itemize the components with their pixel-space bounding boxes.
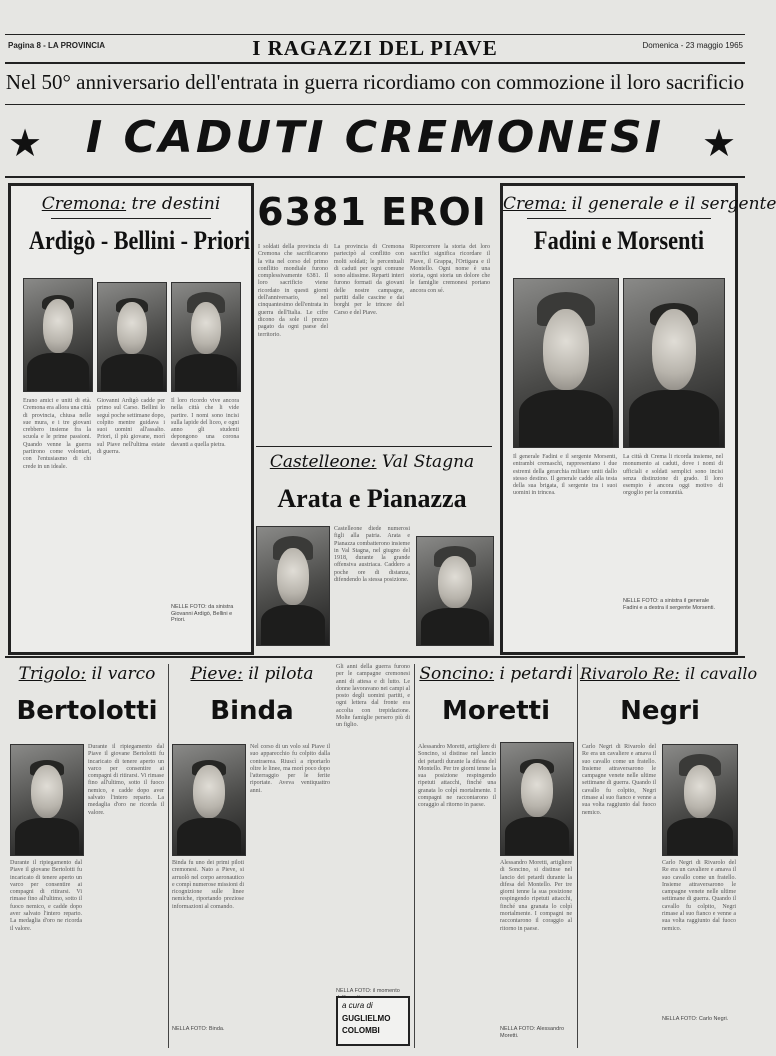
cremona-text-col3: Il loro ricordo vive ancora nella città che li vide partire. I nomi sono incisi sulla lapide del liceo, e ogni anno gli studenti depongono una corona davanti a quella pietra. <box>171 398 239 448</box>
photo-bertolotti <box>10 744 84 856</box>
main-headline: I CADUTI CREMONESI <box>85 112 665 163</box>
photo-morsenti <box>623 278 725 448</box>
photo-negri <box>662 744 738 856</box>
trigolo-kicker: Trigolo: il varco <box>18 664 156 684</box>
photo-moretti <box>500 742 574 856</box>
header-bottom-rule <box>5 62 745 64</box>
photo-arata <box>256 526 330 646</box>
castelleone-title: Arata e Pianazza <box>277 484 467 513</box>
column-separator <box>414 664 415 1048</box>
soncino-caption: NELLA FOTO: Alessandro Moretti. <box>500 1026 565 1039</box>
crema-kicker: Crema: il generale e il sergente <box>503 194 776 214</box>
credit-author-last: COLOMBI <box>342 1026 380 1035</box>
crema-text-col1: Il generale Fadini e il sergente Morsenti, entrambi cremaschi, rappresentano i due estremi della gerarchia militare uniti dallo stesso destino. Il generale cadde alla testa della sua brigata, il sergente tra i suoi uomini in trincea. <box>513 454 617 497</box>
crema-caption: NELLE FOTO: a sinistra il generale Fadini e a destra il sergente Morsenti. <box>623 598 716 611</box>
cremona-caption: NELLE FOTO: da sinistra Giovanni Ardigò, Bellini e Priori. <box>171 604 234 623</box>
kicker-rule <box>527 218 711 219</box>
rivarolo-kicker: Rivarolo Re: il cavallo <box>580 664 758 683</box>
header-top-rule <box>5 34 745 35</box>
cremona-article <box>8 183 254 655</box>
soncino-title: Moretti <box>442 696 550 726</box>
pieve-text-col1: Binda fu uno dei primi piloti cremonesi. Nato a Pieve, si arruolò nel corpo aeronautico e compì numerose missioni di ricognizione sulle linee nemiche, riportando preziose informazioni al comando. <box>172 860 244 910</box>
cremona-kicker: Cremona: tre destini <box>41 194 221 214</box>
castelleone-kicker: Castelleone: Val Stagna <box>269 452 475 472</box>
photo-ardigo <box>23 278 93 392</box>
trigolo-title: Bertolotti <box>16 696 158 726</box>
photo-binda <box>172 744 246 856</box>
eroi-text-col3: Ripercorrere la storia dei loro sacrifici significa ricordare il Piave, il Grappa, l'Ortigara e il Montello. Ogni nome è una storia, ogni storia un dolore che le famiglie cremonesi portano ancora con sé. <box>410 244 490 294</box>
eroi-rule <box>256 446 492 447</box>
crema-title: Fadini e Morsenti <box>533 226 705 255</box>
right-star-icon: ★ <box>702 121 737 165</box>
header-date: Domenica - 23 maggio 1965 <box>642 41 743 50</box>
middle-strip-caption: NELLA FOTO: il momento <box>336 988 400 994</box>
soncino-text-col2: Alessandro Moretti, artigliere di Soncino, si distinse nel lancio dei petardi durante la difesa del Montello. Per tre giorni tenne la sua posizione respingendo ripetuti attacchi, finché una granata lo colpì mortalmente. I compagni ne raccontarono il coraggio al ritorno in paese. <box>500 860 572 932</box>
crema-text-col2: La città di Crema li ricorda insieme, nel monumento ai caduti, dove i nomi di ufficiali e soldati semplici sono incisi senza distinzione di grado. Il loro esempio è ancora oggi motivo di orgoglio per la comunità. <box>623 454 723 497</box>
credit-author-first: GUGLIELMO <box>342 1014 391 1023</box>
trigolo-text-col1: Durante il ripiegamento dal Piave il giovane Bertolotti fu incaricato di tenere aperto un varco per consentire ai compagni di ritirarsi. Vi rimase fino all'ultimo, sotto il fuoco nemico, e cadde dopo aver salvato l'intero reparto. La medaglia d'oro ne ricorda il valore. <box>10 860 82 932</box>
rivarolo-title: Negri <box>620 696 700 726</box>
column-separator <box>577 664 578 1048</box>
pieve-text-col2: Nel corso di un volo sul Piave il suo apparecchio fu colpito dalla contraerea. Riuscì a riportarlo oltre le linee, ma morì poco dopo l'atterraggio per le ferite riportate. Aveva ventiquattro anni. <box>250 744 330 794</box>
crema-article <box>500 183 776 655</box>
subheadline: Nel 50° anniversario dell'entrata in guerra ricordiamo con commozione il loro sacrificio <box>5 70 745 94</box>
bottom-section-rule <box>5 656 745 658</box>
trigolo-text-col2: Durante il ripiegamento dal Piave il giovane Bertolotti fu incaricato di tenere aperto un varco per consentire ai compagni di ritirarsi. Vi rimase fino all'ultimo, sotto il fuoco nemico, e cadde dopo aver salvato l'intero reparto. La medaglia d'oro ne ricorda il valore. <box>88 744 164 816</box>
cremona-title: Ardigò - Bellini - Priori <box>29 226 250 255</box>
soncino-kicker: Soncino: i petardi <box>419 664 573 684</box>
castelleone-text-col1: Castelleone diede numerosi figli alla patria. Arata e Pianazza combatterono insieme in Val Stagna, nel giugno del 1918, durante la grande offensiva austriaca. Caddero a poche ore di distanza, difendendo la stessa posizione. <box>334 526 410 584</box>
photo-pianazza <box>416 536 494 646</box>
section-title: I RAGAZZI DEL PIAVE <box>252 36 498 60</box>
soncino-text-col1: Alessandro Moretti, artigliere di Soncino, si distinse nel lancio dei petardi durante la difesa del Montello. Per tre giorni tenne la sua posizione respingendo ripetuti attacchi, finché una granata lo colpì mortalmente. I compagni ne raccontarono il coraggio al ritorno in paese. <box>418 744 496 809</box>
headline-rule <box>5 176 745 178</box>
column-separator <box>168 664 169 1048</box>
rivarolo-text-col1: Carlo Negri di Rivarolo del Re era un cavaliere e amava il suo cavallo come un fratello. Insieme attraversarono le campagne venete nelle ultime settimane di guerra. Quando il cavallo fu colpito, Negri rimase al suo fianco e venne a sua volta raggiunto dal fuoco nemico. <box>582 744 656 816</box>
middle-strip-text: Gli anni della guerra furono per le campagne cremonesi anni di attesa e di lutto. Le donne lavoravano nei campi al posto degli uomini partiti, e ogni lettera dal fronte era accolta con trepidazione. Molte famiglie persero più di un figlio. <box>336 664 410 729</box>
photo-fadini <box>513 278 619 448</box>
pieve-title: Binda <box>210 696 294 726</box>
credit-box <box>336 996 410 1046</box>
pieve-caption: NELLA FOTO: Binda. <box>172 1026 225 1032</box>
eroi-text-col2: La provincia di Cremona partecipò al conflitto con molti soldati; le percentuali di caduti per ogni comune sono altissime. Reparti interi furono formati da giovani delle nostre campagne, partiti dalle cascine e dai borghi per le trincee del Carso e del Piave. <box>334 244 404 316</box>
eroi-text-col1: I soldati della provincia di Cremona che sacrificarono la vita nel corso del primo conflitto mondiale furono complessivamente 6381. Il loro sacrificio viene ricordato in questi giorni dell'anniversario, nel cinquantesimo dell'entrata in guerra dell'Italia. Le cifre dicono da sole il prezzo pagato da ogni paese del territorio. <box>258 244 328 338</box>
cremona-text-col2: Giovanni Ardigò cadde per primo sul Carso. Bellini lo seguì poche settimane dopo, colpito mentre guidava i suoi uomini all'assalto. Priori, il più giovane, morì sul Piave nell'ultima estate di guerra. <box>97 398 165 456</box>
kicker-rule <box>51 218 211 219</box>
pieve-kicker: Pieve: il pilota <box>190 664 314 684</box>
left-star-icon: ★ <box>8 121 43 165</box>
subheadline-rule <box>5 104 745 105</box>
page-label: Pagina 8 - LA PROVINCIA <box>8 41 106 50</box>
rivarolo-text-col2: Carlo Negri di Rivarolo del Re era un cavaliere e amava il suo cavallo come un fratello. Insieme attraversarono le campagne venete nelle ultime settimane di guerra. Quando il cavallo fu colpito, Negri rimase al suo fianco e venne a sua volta raggiunto dal fuoco nemico. <box>662 860 736 932</box>
photo-bellini <box>97 282 167 392</box>
credit-prefix: a cura di <box>342 1001 373 1010</box>
eroi-title: 6381 EROI <box>257 190 487 234</box>
photo-priori <box>171 282 241 392</box>
rivarolo-caption: NELLA FOTO: Carlo Negri. <box>662 1016 729 1022</box>
cremona-text-col1: Erano amici e uniti di età. Cremona era allora una città di provincia, chiusa nelle sue mura, e i tre giovani crebbero insieme fra la scuola e le prime passioni. Quando venne la guerra partirono come volontari, con l'entusiasmo di chi crede in un ideale. <box>23 398 91 470</box>
